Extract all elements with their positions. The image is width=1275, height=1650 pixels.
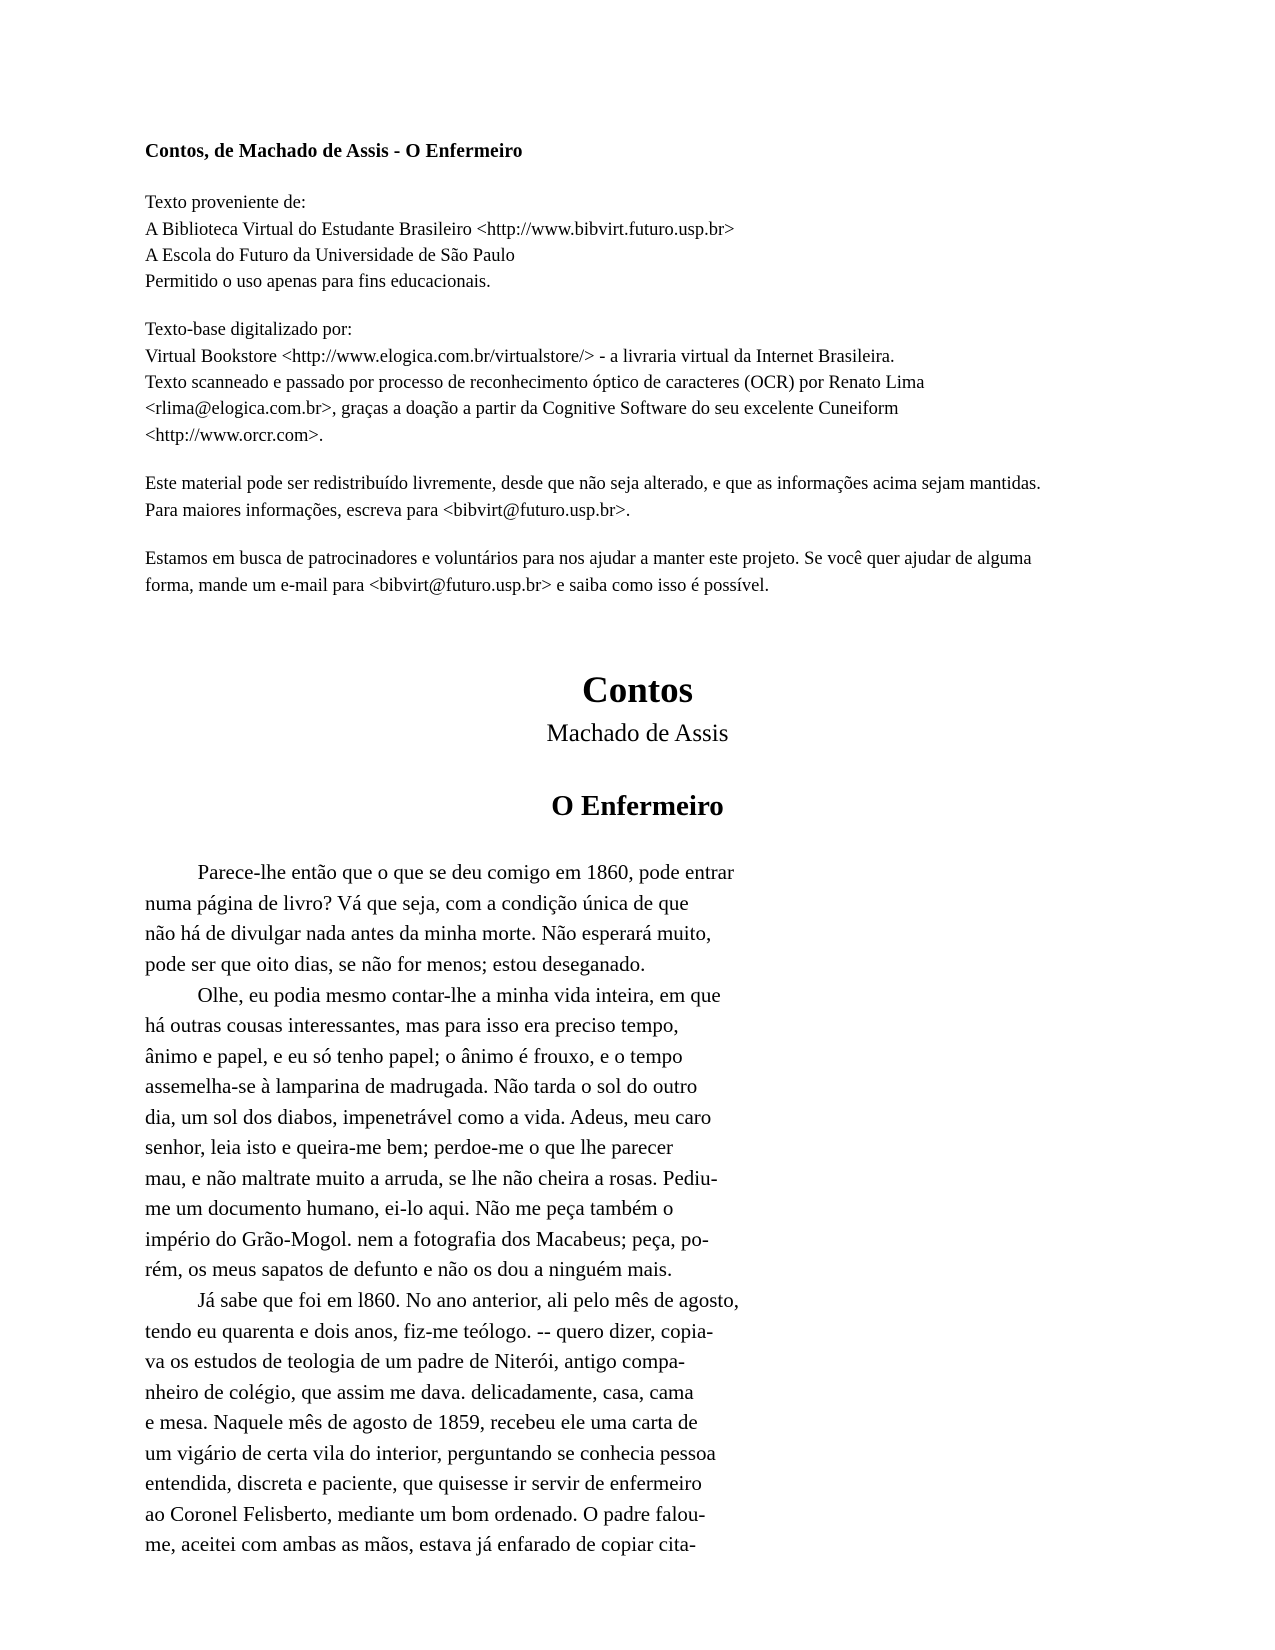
body-line: não há de divulgar nada antes da minha morte. Não esperará muito, <box>145 921 712 946</box>
body-line: rém, os meus sapatos de defunto e não os dou a ninguém mais. <box>145 1257 673 1282</box>
body-line: senhor, leia isto e queira-me bem; perdoe-me o que lhe parecer <box>145 1135 674 1160</box>
body-line: há outras cousas interessantes, mas para isso era preciso tempo, <box>145 1013 679 1038</box>
body-line: ânimo e papel, e eu só tenho papel; o ânimo é frouxo, e o tempo <box>145 1043 683 1068</box>
body-line: assemelha-se à lamparina de madrugada. Não tarda o sol do outro <box>145 1074 698 1099</box>
source-line-1: Texto proveniente de: <box>145 193 307 214</box>
digitization-line-4: <rlima@elogica.com.br>, graças a doação a partir da Cognitive Software do seu excelente Cuneiform <box>145 399 899 420</box>
digitization-line-5: <http://www.orcr.com>. <box>145 425 324 446</box>
body-line: dia, um sol dos diabos, impenetrável como a vida. Adeus, meu caro <box>145 1104 712 1129</box>
page-title: Contos, de Machado de Assis - O Enfermeiro <box>145 141 523 162</box>
body-line: um vigário de certa vila do interior, perguntando se conhecia pessoa <box>145 1440 716 1465</box>
digitization-line-2: Virtual Bookstore <http://www.elogica.com.br/virtualstore/> - a livraria virtual da Internet Brasileira. <box>145 346 895 367</box>
story-body <box>145 857 1130 1560</box>
digitization-block <box>145 317 1130 448</box>
body-line: Já sabe que foi em l860. No ano anterior, ali pelo mês de agosto, <box>145 1288 740 1313</box>
body-line: Olhe, eu podia mesmo contar-lhe a minha vida inteira, em que <box>145 982 721 1007</box>
body-line: me um documento humano, ei-lo aqui. Não me peça também o <box>145 1196 674 1221</box>
body-line: pode ser que oito dias, se não for menos; estou deseganado. <box>145 952 646 976</box>
body-line: Parece-lhe então que o que se deu comigo em 1860, pode entrar <box>145 860 734 885</box>
paragraph-1 <box>145 857 1130 979</box>
body-line: império do Grão-Mogol. nem a fotografia dos Macabeus; peça, po- <box>145 1226 709 1251</box>
sponsors-note: Estamos em busca de patrocinadores e voluntários para nos ajudar a manter este projeto. Se você quer ajudar de alguma forma, mande um e-mail para <bibvirt@futuro.usp.br> e saiba como isso é possível. <box>145 549 1032 597</box>
paragraph-2 <box>145 980 1130 1285</box>
body-line: nheiro de colégio, que assim me dava. delicadamente, casa, cama <box>145 1379 694 1404</box>
digitization-line-1: Texto-base digitalizado por: <box>145 320 353 341</box>
source-line-4: Permitido o uso apenas para fins educacionais. <box>145 272 491 293</box>
digitization-line-3: Texto scanneado e passado por processo de reconhecimento óptico de caracteres (OCR) por Renato Lima <box>145 372 925 393</box>
title-spacer <box>145 622 1130 670</box>
body-line: tendo eu quarenta e dois anos, fiz-me teólogo. -- quero dizer, copia- <box>145 1318 714 1343</box>
source-block <box>145 190 1130 295</box>
body-line: va os estudos de teologia de um padre de Niterói, antigo compa- <box>145 1349 686 1374</box>
redistribution-note: Este material pode ser redistribuído livremente, desde que não seja alterado, e que as informações acima sejam mantidas. Para maiores informações, escreva para <bibvirt@futuro.usp.br>. <box>145 473 1041 521</box>
book-author: Machado de Assis <box>546 719 729 747</box>
paragraph-3 <box>145 1285 1130 1560</box>
body-line: e mesa. Naquele mês de agosto de 1859, recebeu ele uma carta de <box>145 1410 698 1435</box>
source-line-3: A Escola do Futuro da Universidade de São Paulo <box>145 245 515 266</box>
body-line: mau, e não maltrate muito a arruda, se lhe não cheira a rosas. Pediu- <box>145 1165 718 1190</box>
book-title: Contos <box>581 670 694 712</box>
body-line: numa página de livro? Vá que seja, com a condição única de que <box>145 890 689 915</box>
source-line-2: A Biblioteca Virtual do Estudante Brasileiro <http://www.bibvirt.futuro.usp.br> <box>145 219 735 240</box>
body-line: me, aceitei com ambas as mãos, estava já enfarado de copiar cita- <box>145 1532 696 1557</box>
body-line: entendida, discreta e paciente, que quisesse ir servir de enfermeiro <box>145 1471 702 1496</box>
body-line: ao Coronel Felisberto, mediante um bom ordenado. O padre falou- <box>145 1501 706 1526</box>
story-title: O Enfermeiro <box>551 789 724 822</box>
